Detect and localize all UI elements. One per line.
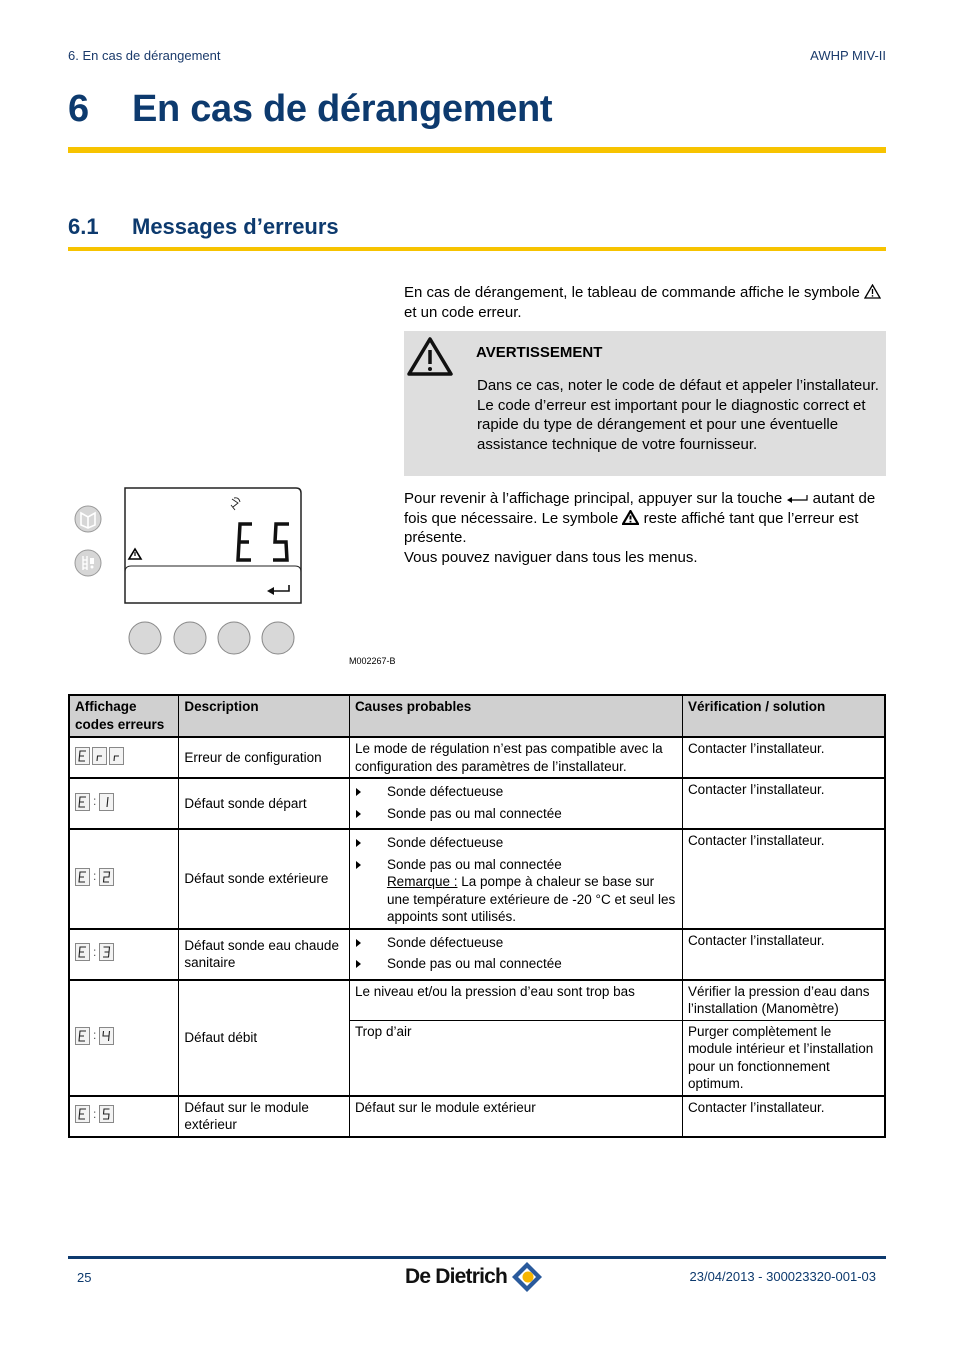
segment-digit bbox=[75, 793, 90, 811]
segment-digit bbox=[99, 1105, 114, 1123]
cause-item: Sonde défectueuse bbox=[355, 783, 677, 801]
col-header-causes: Causes probables bbox=[349, 695, 682, 737]
cell-code bbox=[69, 737, 179, 778]
segment-code-display bbox=[75, 868, 114, 886]
lcd-screen bbox=[125, 488, 301, 603]
cell-cause: Le mode de régulation n’est pas compatible avec la configuration des paramètres de l’installateur. bbox=[349, 737, 682, 778]
document-reference: 23/04/2013 - 300023320-001-03 bbox=[689, 1269, 876, 1284]
segment-digit bbox=[99, 868, 114, 886]
cause-item: Sonde pas ou mal connectée bbox=[355, 955, 677, 973]
cell-cause bbox=[349, 929, 682, 980]
segment-digit bbox=[92, 747, 107, 765]
warning-text-line1: Dans ce cas, noter le code de défaut et appeler l’installateur. bbox=[477, 377, 879, 394]
cell-code bbox=[69, 980, 179, 1096]
cell-solution: Purger complètement le module intérieur et l’installation pour un fonctionnement optimum. bbox=[682, 1020, 885, 1096]
cause-list bbox=[355, 783, 677, 822]
cell-cause bbox=[349, 778, 682, 829]
col-header-solution: Vérification / solution bbox=[682, 695, 885, 737]
segment-digit bbox=[99, 793, 114, 811]
return-key-icon bbox=[786, 494, 808, 504]
brand-name: De Dietrich bbox=[405, 1265, 508, 1288]
cell-description: Défaut sonde extérieure bbox=[179, 829, 350, 929]
running-header-breadcrumb: 6. En cas de dérangement bbox=[68, 48, 221, 63]
para2-text-2: autant de fois que nécessaire. Le symbole bbox=[404, 490, 876, 527]
table-row bbox=[69, 829, 885, 929]
chapter-rule bbox=[68, 147, 886, 153]
cause-item: Sonde défectueuse bbox=[355, 934, 677, 952]
intro-text-2: et un code erreur. bbox=[404, 304, 522, 321]
remark-text: La pompe à chaleur se base sur une température extérieure de -20 °C et seul les appoints sont utilisés. bbox=[386, 874, 676, 924]
code-separator: : bbox=[93, 869, 97, 884]
para2-text-4: Vous pouvez naviguer dans tous les menus. bbox=[404, 549, 698, 567]
segment-code-display bbox=[75, 943, 114, 961]
col-header-code: Affichage codes erreurs bbox=[69, 695, 179, 737]
cell-solution: Contacter l’installateur. bbox=[682, 829, 885, 929]
cell-code bbox=[69, 1096, 179, 1137]
cell-description: Défaut sonde eau chaude sanitaire bbox=[179, 929, 350, 980]
table-row bbox=[69, 980, 885, 1021]
cause-list bbox=[355, 934, 677, 973]
col-header-description: Description bbox=[179, 695, 350, 737]
code-separator: : bbox=[93, 1028, 97, 1042]
segment-digit bbox=[99, 1027, 114, 1045]
figure-reference: M002267-B bbox=[349, 656, 396, 666]
menu-button[interactable] bbox=[75, 506, 101, 532]
chapter-title-text: En cas de dérangement bbox=[132, 88, 553, 130]
cause-item: Sonde défectueuse bbox=[355, 834, 677, 852]
para2-text-1: Pour revenir à l’affichage principal, appuyer sur la touche bbox=[404, 490, 787, 507]
segment-digit bbox=[75, 1027, 90, 1045]
segment-code-display bbox=[75, 1105, 114, 1123]
segment-digit bbox=[75, 747, 90, 765]
cell-code bbox=[69, 929, 179, 980]
cause-list bbox=[355, 834, 677, 873]
table-row bbox=[69, 778, 885, 829]
table-row bbox=[69, 929, 885, 980]
section-rule bbox=[68, 247, 886, 251]
cell-cause: Le niveau et/ou la pression d’eau sont trop bas bbox=[349, 980, 682, 1021]
cell-description: Défaut sur le module extérieur bbox=[179, 1096, 350, 1137]
segment-digit bbox=[99, 943, 114, 961]
function-buttons[interactable] bbox=[129, 622, 294, 654]
warning-box bbox=[404, 331, 886, 476]
cell-cause: Défaut sur le module extérieur bbox=[349, 1096, 682, 1137]
brand-diamond-icon bbox=[510, 1260, 544, 1294]
section-title-text: Messages d’erreurs bbox=[132, 214, 339, 239]
cell-solution: Contacter l’installateur. bbox=[682, 929, 885, 980]
segment-digit bbox=[75, 943, 90, 961]
warning-icon bbox=[622, 510, 639, 525]
section-number: 6.1 bbox=[68, 214, 99, 239]
cell-solution: Contacter l’installateur. bbox=[682, 737, 885, 778]
cause-item: Sonde pas ou mal connectée bbox=[355, 805, 677, 823]
installer-button[interactable] bbox=[75, 550, 101, 576]
cell-cause bbox=[349, 829, 682, 929]
brand-logo bbox=[405, 1260, 544, 1294]
cell-description: Erreur de configuration bbox=[179, 737, 350, 778]
remark-label: Remarque : bbox=[386, 874, 458, 889]
cell-description: Défaut sonde départ bbox=[179, 778, 350, 829]
segment-digit bbox=[75, 1105, 90, 1123]
code-separator: : bbox=[93, 944, 97, 959]
warning-icon bbox=[864, 284, 881, 299]
intro-text-1: En cas de dérangement, le tableau de commande affiche le symbole bbox=[404, 284, 865, 301]
segment-code-display bbox=[75, 747, 124, 765]
footer-rule bbox=[68, 1256, 886, 1259]
warning-text bbox=[477, 376, 887, 454]
running-header-product: AWHP MIV-II bbox=[810, 48, 886, 63]
cause-item: Sonde pas ou mal connectée bbox=[355, 856, 677, 874]
section-title bbox=[68, 214, 339, 240]
chapter-title bbox=[68, 88, 552, 131]
remark bbox=[355, 873, 677, 926]
para2-text-3: reste affiché tant que l’erreur est présente. bbox=[404, 509, 859, 547]
cell-description: Défaut débit bbox=[179, 980, 350, 1096]
cell-solution: Contacter l’installateur. bbox=[682, 778, 885, 829]
segment-digit bbox=[109, 747, 124, 765]
segment-code-display bbox=[75, 1027, 114, 1045]
cell-solution: Contacter l’installateur. bbox=[682, 1096, 885, 1137]
return-instructions bbox=[404, 489, 888, 568]
code-separator: : bbox=[93, 1106, 97, 1121]
table-header-row bbox=[69, 695, 885, 737]
error-codes-table bbox=[68, 694, 886, 1138]
control-panel-figure bbox=[68, 484, 318, 664]
chapter-number: 6 bbox=[68, 88, 89, 130]
table-row bbox=[69, 1096, 885, 1137]
table-row bbox=[69, 737, 885, 778]
segment-digit bbox=[75, 868, 90, 886]
warning-triangle-icon bbox=[406, 335, 454, 377]
cell-cause: Trop d’air bbox=[349, 1020, 682, 1096]
cell-code bbox=[69, 829, 179, 929]
intro-paragraph bbox=[404, 283, 886, 323]
cell-solution: Vérifier la pression d’eau dans l’installation (Manomètre) bbox=[682, 980, 885, 1021]
segment-code-display bbox=[75, 793, 114, 811]
page-number: 25 bbox=[77, 1270, 92, 1285]
warning-text-line2: Le code d’erreur est important pour le diagnostic correct et rapide du type de dérangement et pour une éventuelle assistance technique de votre fournisseur. bbox=[477, 396, 866, 453]
warning-title: AVERTISSEMENT bbox=[476, 344, 603, 361]
code-separator: : bbox=[93, 794, 97, 808]
cell-code bbox=[69, 778, 179, 829]
